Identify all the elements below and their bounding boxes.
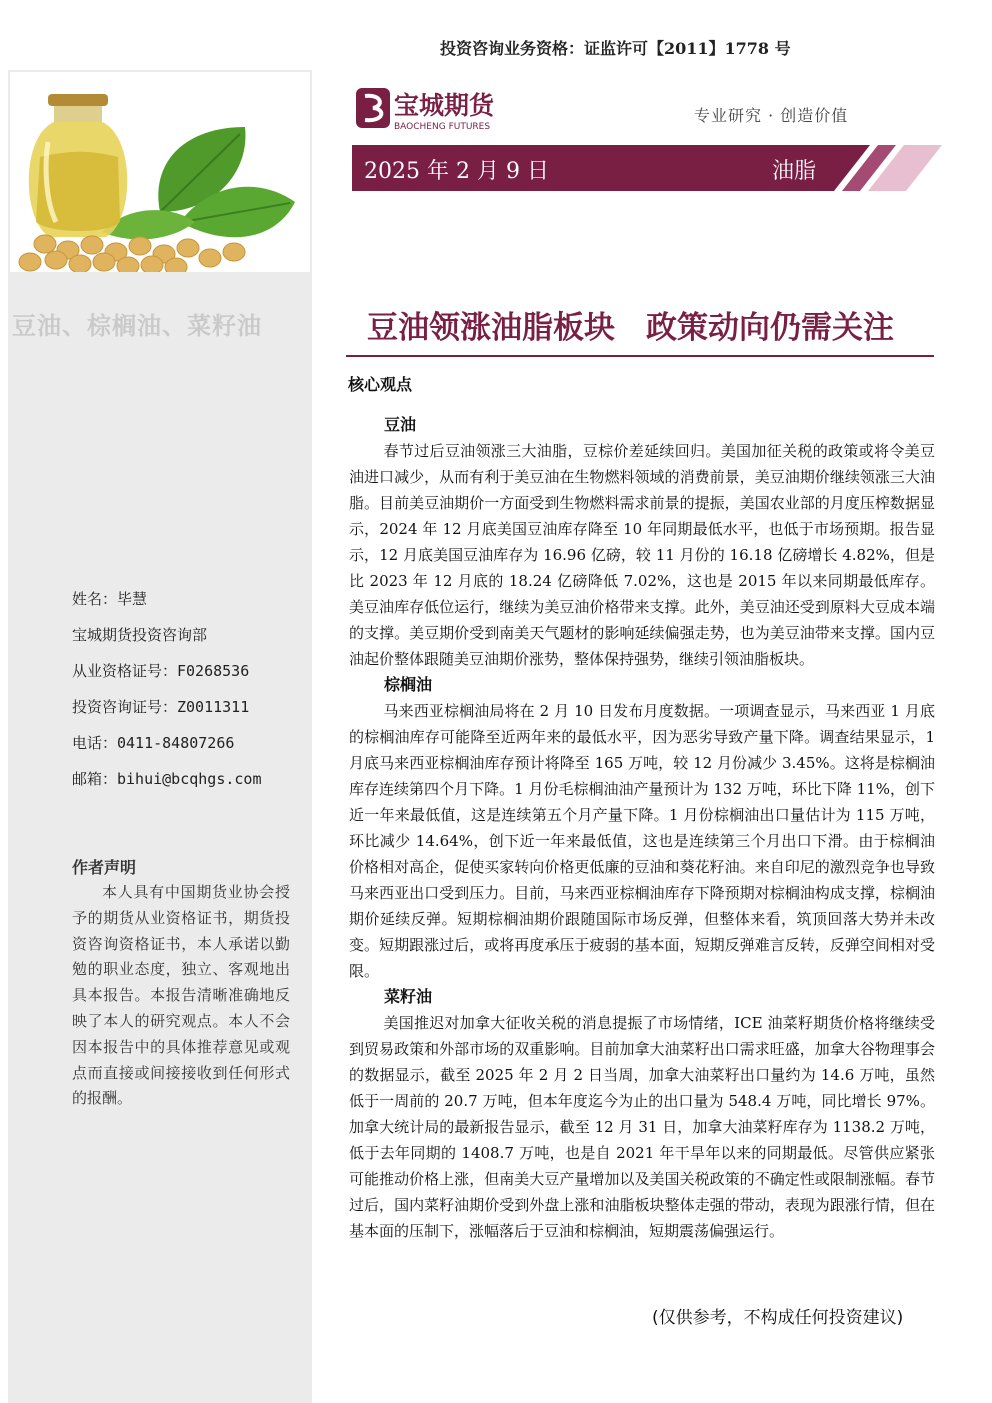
section-text-soybean-oil: 春节过后豆油领涨三大油脂，豆棕价差延续回归。美国加征关税的政策或将令美豆油进口减少，从而有利于美豆油在生物燃料领域的消费前景，美豆油期价继续领涨三大油脂。目前美豆油期价一方面受到生物燃料需求前景的提振，美国农业部的月度压榨数据显示，2024 年 12 月底美国豆油库存降至 10 年同期最低水平，也低于市场预期。报告显示，12 月底美国豆油库存为 16.96 亿磅，较 11 月份的 16.18 亿磅增长 4.82%，但是比 2023 年 12 月底的 18.24 亿磅降低 7.02%，这也是 2015 年以来同期最低库存。美豆油库存低位运行，继续为美豆油价格带来支撑。此外，美豆油还受到原料大豆成本端的支撑。美豆期价受到南美天气题材的影响延续偏强走势，也为美豆油带来支撑。国内豆油起价整体跟随美豆油期价涨势，整体保持强势，继续引领油脂板块。 bbox=[349, 442, 935, 668]
report-category: 油脂 bbox=[772, 159, 817, 184]
advisory-license: 投资咨询证号：Z0011311 bbox=[72, 698, 250, 716]
company-logo bbox=[356, 86, 526, 132]
core-view-label: 核心观点 bbox=[348, 375, 413, 394]
section-text-palm-oil: 马来西亚棕榈油局将在 2 月 10 日发布月度数据。一项调查显示，马来西亚 1 月底的棕榈油库存可能降至近两年来的最低水平，因为恶劣导致产量下降。调查结果显示，1 月底马来西亚棕榈油库存预计将降至 165 万吨，较 12 月份减少 3.45%。这将是棕榈油库存连续第四个月下降。1 月份毛棕榈油油产量预计为 132 万吨，环比下降 11%，创下近一年来最低值，这是连续第五个月产量下降。1 月份棕榈油出口量估计为 115 万吨，环比减少 14.64%，创下近一年来最低值，这也是连续第三个月出口下滑。由于棕榈油价格相对高企，促使买家转向价格更低廉的豆油和葵花籽油。来自印尼的激烈竞争也导致马来西亚出口受到压力。目前，马来西亚棕榈油库存下降预期对棕榈油构成支撑，棕榈油期价延续反弹。短期棕榈油期价跟随国际市场反弹，但整体来看，筑顶回落大势并未改变。短期跟涨过后，或将再度承压于疲弱的基本面，短期反弹难言反转，反弹空间相对受限。 bbox=[349, 702, 935, 980]
logo-mark-icon bbox=[356, 86, 526, 132]
analyst-name: 姓名：毕慧 bbox=[72, 590, 148, 608]
email-address: 邮箱：bihui@bcqhgs.com bbox=[72, 770, 262, 788]
article-body bbox=[349, 412, 935, 1244]
company-slogan: 专业研究 · 创造价值 bbox=[694, 106, 849, 125]
declaration-heading: 作者声明 bbox=[72, 858, 137, 877]
page-title: 豆油领涨油脂板块 政策动向仍需关注 bbox=[367, 310, 894, 346]
disclaimer-note: (仅供参考，不构成任何投资建议) bbox=[652, 1308, 904, 1328]
qualification-line: 投资咨询业务资格：证监许可【2011】1778 号 bbox=[440, 39, 791, 58]
svg-text:宝城期货: 宝城期货 bbox=[394, 91, 495, 120]
declaration-text: 本人具有中国期货业协会授予的期货从业资格证书，期货投资咨询资格证书，本人承诺以勤勉的职业态度，独立、客观地出具本报告。本报告清晰准确地反映了本人的研究观点。本人不会因本报告中的具体推荐意见或观点而直接或间接接收到任何形式的报酬。 bbox=[72, 883, 290, 1108]
phone-number: 电话：0411-84807266 bbox=[72, 734, 235, 752]
sidebar-title: 豆油、棕榈油、菜籽油 bbox=[12, 312, 262, 340]
title-divider bbox=[346, 355, 934, 357]
section-heading-rapeseed-oil: 菜籽油 bbox=[384, 987, 433, 1006]
report-date: 2025 年 2 月 9 日 bbox=[364, 159, 549, 184]
analyst-department: 宝城期货投资咨询部 bbox=[72, 626, 208, 644]
practice-license: 从业资格证号：F0268536 bbox=[72, 662, 250, 680]
section-heading-soybean-oil: 豆油 bbox=[384, 415, 417, 434]
section-heading-palm-oil: 棕榈油 bbox=[384, 675, 433, 694]
section-text-rapeseed-oil: 美国推迟对加拿大征收关税的消息提振了市场情绪，ICE 油菜籽期货价格将继续受到贸易政策和外部市场的双重影响。目前加拿大油菜籽出口需求旺盛，加拿大谷物理事会的数据显示，截至 2025 年 2 月 2 日当周，加拿大油菜籽出口量约为 14.6 万吨，虽然低于一周前的 20.7 万吨，但本年度迄今为止的出口量为 548.4 万吨，同比增长 97%。加拿大统计局的最新报告显示，截至 12 月 31 日，加拿大油菜籽库存为 1138.2 万吨，低于去年同期的 1408.7 万吨，也是自 2021 年干旱年以来的同期最低。尽管供应紧张可能推动价格上涨，但南美大豆产量增加以及美国关税政策的不确定性或限制涨幅。春节过后，国内菜籽油期价受到外盘上涨和油脂板块整体走强的带动，表现为跟涨行情，但在基本面的压制下，涨幅落后于豆油和棕榈油，短期震荡偏强运行。 bbox=[349, 1014, 935, 1240]
soybean-oil-photo bbox=[10, 72, 310, 272]
svg-text:BAOCHENG FUTURES: BAOCHENG FUTURES bbox=[394, 122, 491, 132]
